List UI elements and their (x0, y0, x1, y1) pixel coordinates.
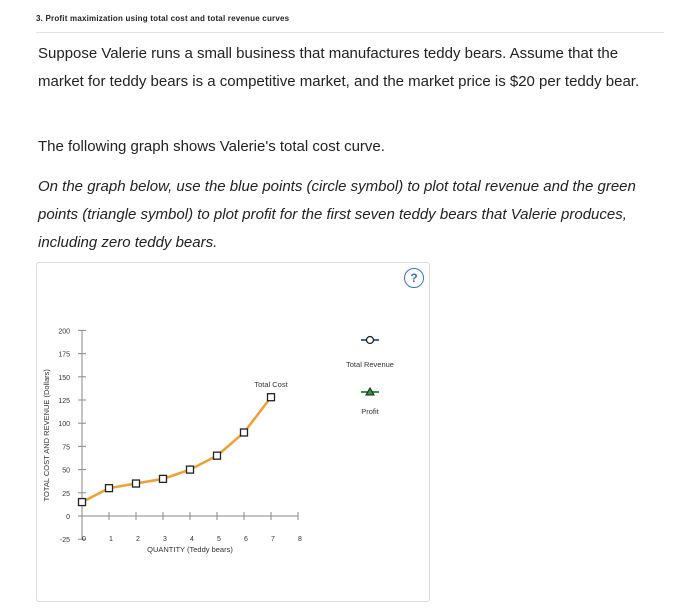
x-tick-label: 2 (136, 536, 140, 544)
x-tick-label: 0 (82, 536, 86, 544)
y-tick-label: 75 (62, 444, 70, 452)
intro-paragraph: Suppose Valerie runs a small business that manufactures teddy bears. Assume that the market for teddy bears is a competitive market, and the market price is $20 per teddy bear. (38, 45, 640, 90)
y-tick-label: -25 (59, 537, 70, 545)
instructions-paragraph: On the graph below, use the blue points (circle symbol) to plot total revenue and the green points (triangle symbol) to plot profit for the first seven teddy bears that Valerie produces, including zero teddy bears. (38, 178, 636, 251)
total-cost-point (79, 499, 86, 506)
help-icon[interactable]: ? (404, 268, 424, 288)
x-tick-label: 5 (217, 536, 221, 544)
total-cost-point (187, 466, 194, 473)
x-tick-label: 3 (163, 536, 167, 544)
total-cost-point (160, 475, 167, 482)
total-cost-point (268, 394, 275, 401)
x-axis-label: QUANTITY (Teddy bears) (147, 545, 233, 555)
y-axis-label: TOTAL COST AND REVENUE (Dollars) (42, 369, 51, 502)
total-cost-point (214, 452, 221, 459)
legend-revenue-label: Total Revenue (346, 360, 394, 369)
graph-description: The following graph shows Valerie's total cost curve. (38, 138, 385, 155)
y-tick-label: 100 (58, 421, 70, 429)
y-tick-label: 0 (66, 514, 70, 521)
total-cost-point (241, 429, 248, 436)
x-tick-label: 7 (271, 536, 275, 544)
total-cost-label: Total Cost (254, 380, 288, 390)
x-tick-label: 1 (109, 536, 113, 544)
x-tick-label: 4 (190, 536, 194, 544)
x-tick-label: 6 (244, 536, 248, 544)
y-tick-label: 25 (62, 490, 70, 498)
y-tick-label: 150 (58, 374, 70, 382)
legend-profit-label: Profit (361, 407, 379, 416)
x-tick-label: 8 (298, 536, 302, 544)
total-cost-point (106, 485, 113, 492)
y-tick-label: 200 (58, 328, 70, 336)
total-cost-point (133, 480, 140, 487)
question-title: 3. Profit maximization using total cost and total revenue curves (36, 14, 290, 23)
y-tick-label: 175 (58, 351, 70, 359)
legend-revenue-symbol[interactable] (367, 337, 374, 344)
y-tick-label: 125 (58, 398, 70, 405)
y-tick-label: 50 (62, 467, 70, 475)
